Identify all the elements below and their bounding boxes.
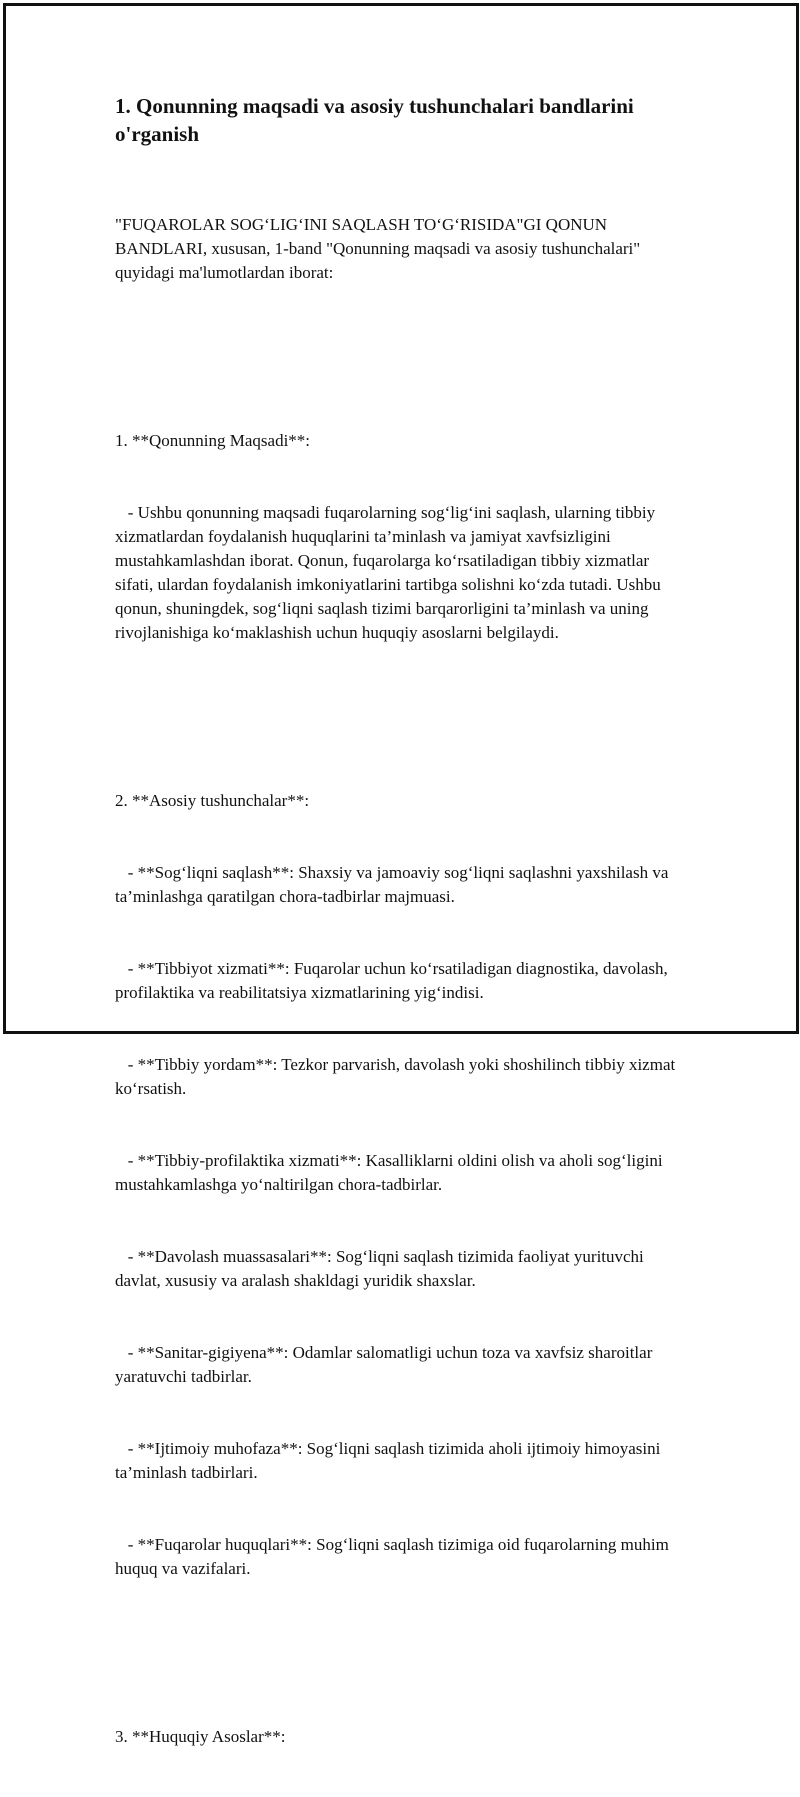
definition-item: - **Tibbiy-profilaktika xizmati**: Kasalliklarni oldini olish va aholi sog‘ligini mustahkamlashga yo‘naltirilgan chora-tadbirlar. (115, 1151, 667, 1194)
document-content (115, 92, 680, 1797)
section-1-heading: 1. **Qonunning Maqsadi**: (115, 431, 311, 450)
definition-item: - **Fuqarolar huquqlari**: Sog‘liqni saqlash tizimiga oid fuqarolarning muhim huquq va vazifalari. (115, 1535, 674, 1578)
definition-item: - **Tibbiyot xizmati**: Fuqarolar uchun ko‘rsatiladigan diagnostika, davolash, profilaktika va reabilitatsiya xizmatlarining yig‘indisi. (115, 959, 672, 1002)
document-title: 1. Qonunning maqsadi va asosiy tushunchalari bandlarini o'rganish (115, 94, 634, 146)
definition-item: - **Davolash muassasalari**: Sog‘liqni saqlash tizimida faoliyat yurituvchi davlat, xususiy va aralash shakldagi yuridik shaxslar. (115, 1247, 649, 1290)
blank-line (115, 1629, 680, 1653)
section-3-heading: 3. **Huquqiy Asoslar**: (115, 1727, 286, 1746)
intro-paragraph: "FUQAROLAR SOG‘LIG‘INI SAQLASH TO‘G‘RISIDA"GI QONUN BANDLARI, xususan, 1-band "Qonunning maqsadi va asosiy tushunchalari" quyidagi ma'lumotlardan iborat: (115, 215, 645, 282)
section-1-text: - Ushbu qonunning maqsadi fuqarolarning sog‘lig‘ini saqlash, ularning tibbiy xizmatlardan foydalanish huquqlarini ta’minlash va jamiyat xavfsizligini mustahkamlashdan iborat. Qonun, fuqarolarga ko‘rsatiladigan tibbiy xizmatlar sifati, ulardan foydalanish imkoniyatlarini tartibga solishni ko‘zda tutadi. Ushbu qonun, shuningdek, sog‘liqni saqlash tizimi barqarorligini ta’minlash va uning rivojlanishiga ko‘maklashish uchun huquqiy asoslarni belgilaydi. (115, 503, 666, 642)
definition-item: - **Tibbiy yordam**: Tezkor parvarish, davolash yoki shoshilinch tibbiy xizmat ko‘rsatish. (115, 1055, 680, 1098)
definition-item: - **Ijtimoiy muhofaza**: Sog‘liqni saqlash tizimida aholi ijtimoiy himoyasini ta’minlash tadbirlari. (115, 1439, 665, 1482)
blank-line (115, 333, 680, 357)
definition-item: - **Sog‘liqni saqlash**: Shaxsiy va jamoaviy sog‘liqni saqlashni yaxshilash va ta’minlashga qaratilgan chora-tadbirlar majmuasi. (115, 863, 673, 906)
document-body (115, 165, 680, 1797)
definition-item: - **Sanitar-gigiyena**: Odamlar salomatligi uchun toza va xavfsiz sharoitlar yaratuvchi tadbirlar. (115, 1343, 657, 1386)
blank-line (115, 693, 680, 717)
section-2-heading: 2. **Asosiy tushunchalar**: (115, 791, 310, 810)
